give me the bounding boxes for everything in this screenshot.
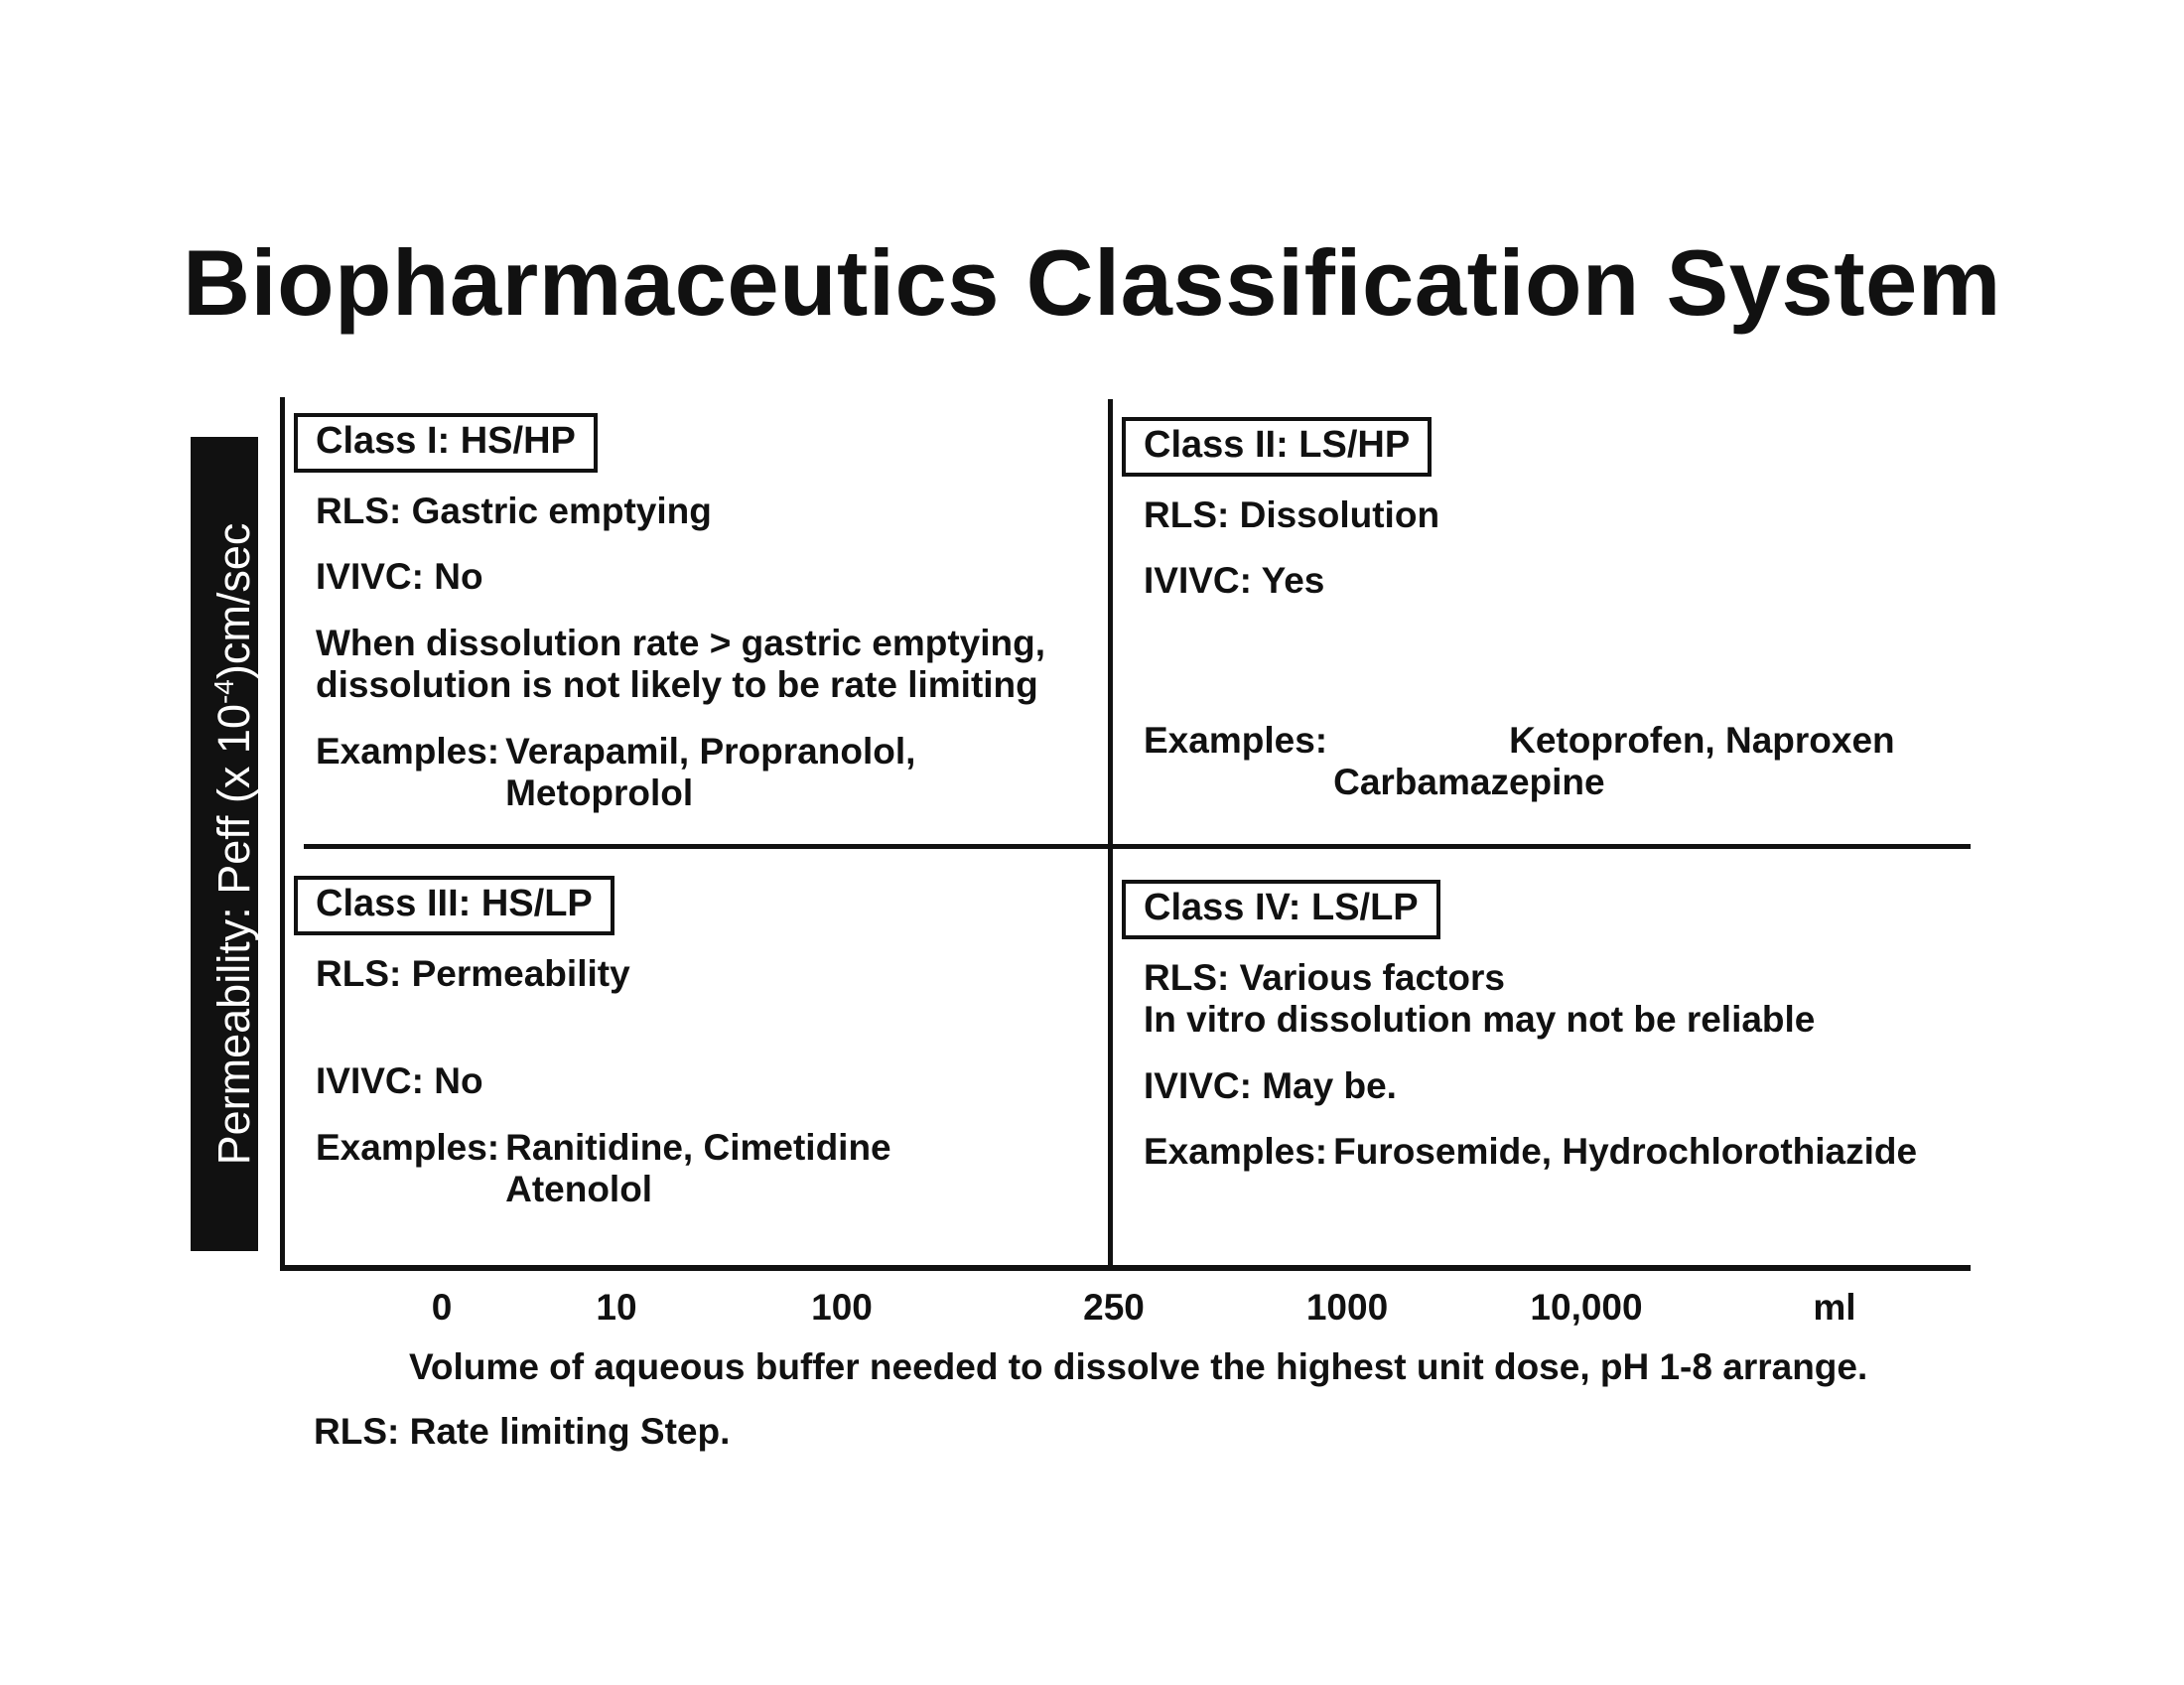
x-tick: 1000	[1305, 1287, 1389, 1328]
class-1-ivivc: IVIVC: No	[316, 556, 483, 598]
class-1-rls: RLS: Gastric emptying	[316, 490, 712, 531]
x-tick: 250	[1083, 1287, 1145, 1328]
y-axis-unit: )cm/sec	[208, 522, 259, 680]
class-3-example-line-1: Ranitidine, Cimetidine	[505, 1126, 891, 1168]
quadrant-class-4	[1144, 880, 1917, 1174]
quadrant-class-3	[316, 876, 891, 1211]
class-4-example-line-1: Furosemide, Hydrochlorothiazide	[1333, 1131, 1918, 1173]
class-4-rls: RLS: Various factors	[1144, 956, 1505, 998]
footnote: RLS: Rate limiting Step.	[314, 1411, 731, 1452]
y-axis-exponent: -4	[208, 679, 239, 705]
class-3-examples	[316, 1127, 891, 1211]
class-1-examples-label: Examples:	[316, 730, 500, 772]
class-1-note-line-2: dissolution is not likely to be rate limiting	[316, 664, 1038, 706]
class-2-examples	[1144, 720, 1969, 805]
class-3-example-line-2: Atenolol	[505, 1169, 653, 1210]
y-axis-label-text: Permeability: Peff (x 10	[208, 704, 259, 1166]
class-1-note	[316, 623, 1045, 707]
class-1-examples	[316, 731, 1045, 815]
x-tick: 10,000	[1530, 1287, 1643, 1328]
class-4-ivivc: IVIVC: May be.	[1144, 1064, 1397, 1106]
page-title: Biopharmaceutics Classification System	[183, 230, 2001, 335]
class-1-example-line-1: Verapamil, Propranolol,	[505, 730, 916, 772]
class-2-examples-label: Examples:	[1144, 719, 1328, 761]
x-tick: 100	[811, 1287, 873, 1328]
y-axis-label	[191, 437, 258, 1251]
class-2-example-line-2: Carbamazepine	[1333, 761, 1605, 802]
x-axis-ticks	[0, 1287, 2184, 1336]
x-tick: ml	[1813, 1287, 1856, 1328]
class-3-rls: RLS: Permeability	[316, 952, 630, 994]
class-3-ivivc: IVIVC: No	[316, 1060, 483, 1102]
quadrant-class-2	[1144, 417, 1969, 805]
x-axis-label: Volume of aqueous buffer needed to dissolve the highest unit dose, pH 1-8 arrange.	[409, 1346, 1868, 1387]
class-4-rls-note: In vitro dissolution may not be reliable	[1144, 999, 1816, 1041]
class-1-example-line-2: Metoprolol	[505, 772, 694, 814]
class-4-examples-label: Examples:	[1144, 1131, 1328, 1173]
class-2-example-line-1: Ketoprofen, Naproxen	[1509, 719, 1895, 761]
x-axis-line	[280, 1265, 1971, 1271]
horizontal-divider	[304, 844, 1971, 849]
class-3-examples-label: Examples:	[316, 1126, 500, 1168]
class-2-heading: Class II: LS/HP	[1122, 417, 1432, 477]
class-1-note-line-1: When dissolution rate > gastric emptying,	[316, 622, 1045, 663]
class-4-examples	[1144, 1131, 1917, 1174]
class-4-heading: Class IV: LS/LP	[1122, 880, 1440, 939]
class-1-heading: Class I: HS/HP	[294, 413, 598, 473]
quadrant-class-1	[316, 413, 1045, 815]
class-2-rls: RLS: Dissolution	[1144, 493, 1440, 535]
class-2-ivivc: IVIVC: Yes	[1144, 560, 1325, 602]
vertical-divider	[1108, 399, 1113, 1267]
class-4-rls-block	[1144, 957, 1917, 1042]
x-tick: 0	[431, 1287, 453, 1328]
class-3-heading: Class III: HS/LP	[294, 876, 614, 935]
y-axis-line	[280, 397, 285, 1269]
x-tick: 10	[596, 1287, 637, 1328]
